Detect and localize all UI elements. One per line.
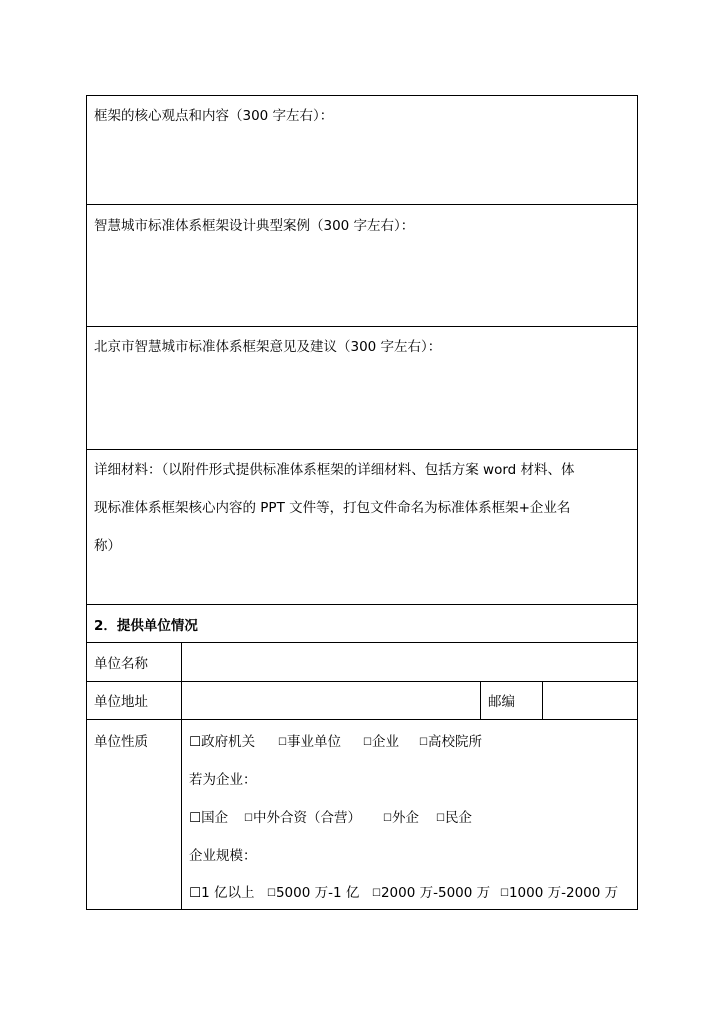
enterprise-scale-option[interactable] bbox=[500, 887, 618, 901]
enterprise-type-option-label: 国企 bbox=[201, 810, 229, 826]
enterprise-type-option-label: 民企 bbox=[444, 810, 472, 826]
enterprise-scale-option[interactable] bbox=[372, 887, 490, 901]
nature-option-label: 政府机关 bbox=[201, 734, 256, 750]
nature-option[interactable] bbox=[189, 736, 255, 750]
enterprise-type-option-label: 外企 bbox=[391, 810, 419, 826]
checkbox[interactable]: ☐ bbox=[383, 813, 392, 824]
unit-name-label: 单位名称 bbox=[94, 656, 148, 672]
enterprise-type-option-label: 中外合资（合营） bbox=[252, 810, 361, 826]
enterprise-type-option[interactable] bbox=[436, 812, 472, 826]
postcode-label-divider bbox=[480, 681, 481, 719]
unit-name-field[interactable] bbox=[182, 643, 637, 680]
postcode-field[interactable] bbox=[543, 682, 637, 718]
checkbox[interactable]: ☐ bbox=[278, 737, 287, 748]
typical-cases-label: 智慧城市标准体系框架设计典型案例（300 字左右）： bbox=[94, 218, 415, 234]
unit-nature-label: 单位性质 bbox=[94, 734, 148, 750]
enterprise-scale-option-label: 5000 万-1 亿 bbox=[275, 885, 360, 901]
nature-option-label: 事业单位 bbox=[286, 734, 341, 750]
checkbox[interactable]: ☐ bbox=[189, 810, 202, 826]
row-divider bbox=[86, 719, 638, 720]
nature-option-label: 高校院所 bbox=[427, 734, 482, 750]
if-enterprise-label: 若为企业： bbox=[189, 772, 257, 788]
row-divider bbox=[86, 326, 638, 327]
enterprise-scale-option-label: 1000 万-2000 万 bbox=[508, 885, 619, 901]
suggestions-input-area[interactable] bbox=[87, 361, 637, 448]
checkbox[interactable]: ☐ bbox=[363, 737, 372, 748]
checkbox[interactable]: ☐ bbox=[436, 813, 445, 824]
section-heading: 2．提供单位情况 bbox=[94, 618, 198, 634]
enterprise-scale-option[interactable] bbox=[267, 887, 359, 901]
row-divider bbox=[86, 449, 638, 450]
details-text-line: 称） bbox=[94, 538, 121, 554]
checkbox[interactable]: ☐ bbox=[372, 888, 381, 899]
nature-option[interactable] bbox=[278, 736, 341, 750]
enterprise-type-option[interactable] bbox=[383, 812, 419, 826]
row-divider bbox=[86, 204, 638, 205]
checkbox[interactable]: ☐ bbox=[244, 813, 253, 824]
enterprise-scale-label: 企业规模： bbox=[189, 848, 257, 864]
enterprise-scale-option-label: 1 亿以上 bbox=[201, 885, 255, 901]
unit-address-field[interactable] bbox=[182, 682, 479, 718]
suggestions-label: 北京市智慧城市标准体系框架意见及建议（300 字左右）： bbox=[94, 339, 442, 355]
postcode-label: 邮编 bbox=[488, 694, 515, 710]
enterprise-type-option[interactable] bbox=[189, 812, 228, 826]
typical-cases-input-area[interactable] bbox=[87, 240, 637, 325]
enterprise-scale-option[interactable] bbox=[189, 887, 255, 901]
checkbox[interactable]: ☐ bbox=[500, 888, 509, 899]
nature-option-label: 企业 bbox=[371, 734, 399, 750]
core-views-input-area[interactable] bbox=[87, 130, 637, 203]
details-text-line: 现标准体系框架核心内容的 PPT 文件等，打包文件命名为标准体系框架+企业名 bbox=[94, 500, 571, 516]
core-views-label: 框架的核心观点和内容（300 字左右）： bbox=[94, 108, 334, 124]
enterprise-scale-option-label: 2000 万-5000 万 bbox=[380, 885, 491, 901]
enterprise-type-option[interactable] bbox=[244, 812, 361, 826]
checkbox[interactable]: ☐ bbox=[189, 885, 202, 901]
checkbox[interactable]: ☐ bbox=[267, 888, 276, 899]
checkbox[interactable]: ☐ bbox=[189, 734, 202, 750]
details-text-line: 详细材料：（以附件形式提供标准体系框架的详细材料、包括方案 word 材料、体 bbox=[94, 462, 575, 478]
unit-address-label: 单位地址 bbox=[94, 694, 148, 710]
nature-option[interactable] bbox=[363, 736, 399, 750]
nature-option[interactable] bbox=[419, 736, 482, 750]
row-divider bbox=[86, 604, 638, 605]
checkbox[interactable]: ☐ bbox=[419, 737, 428, 748]
